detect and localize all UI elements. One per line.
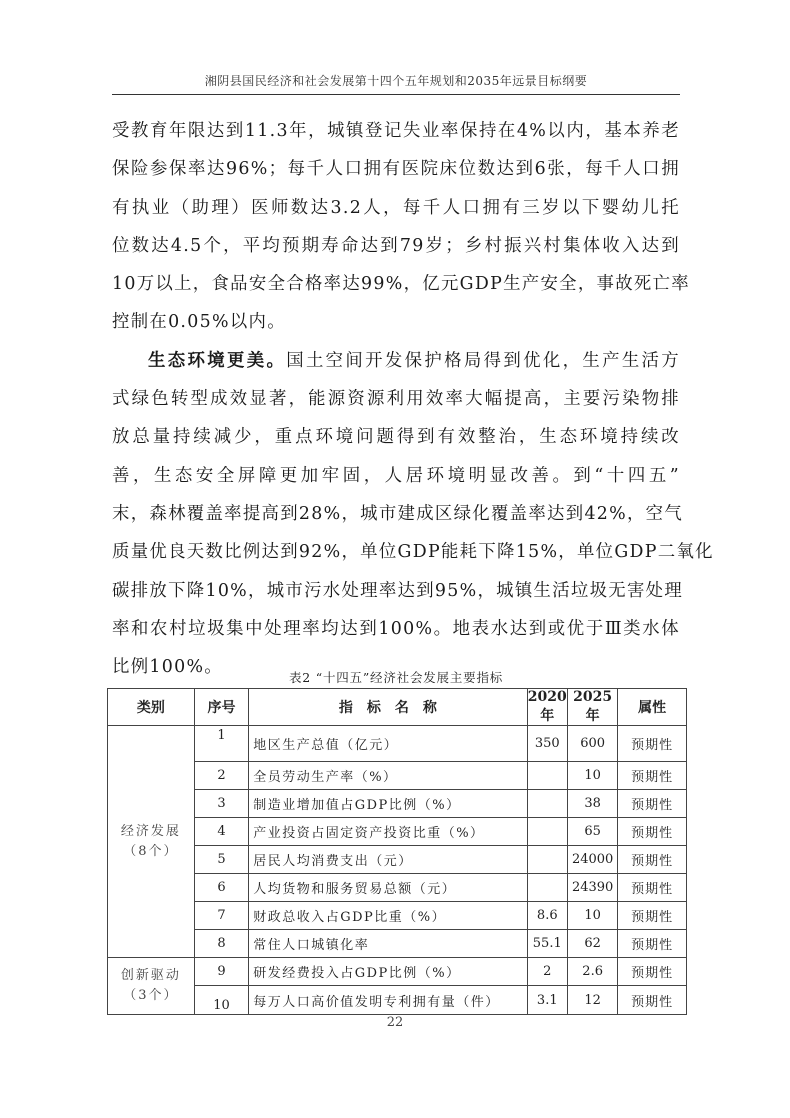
table-row xyxy=(108,874,687,902)
indicator-name: 常住人口城镇化率 xyxy=(249,930,527,958)
seq-cell: 6 xyxy=(194,874,248,902)
column-header-seq: 序号 xyxy=(194,689,248,726)
seq-cell: 7 xyxy=(194,902,248,930)
column-header-attribute: 属性 xyxy=(618,689,687,726)
indicator-name: 财政总收入占GDP比重（%） xyxy=(249,902,527,930)
category-cell-economic xyxy=(108,726,195,958)
text-span: 国土空间开发保护格局得到优化，生产生活方 xyxy=(286,350,680,371)
value-2020: 8.6 xyxy=(527,902,567,930)
attribute-cell: 预期性 xyxy=(618,902,687,930)
attribute-cell: 预期性 xyxy=(618,846,687,874)
text-line: 善，生态安全屏障更加牢固，人居环境明显改善。到“十四五” xyxy=(112,465,680,486)
seq-cell: 5 xyxy=(194,846,248,874)
text-line: 式绿色转型成效显著，能源资源利用效率大幅提高，主要污染物排 xyxy=(112,389,680,410)
table-row xyxy=(108,902,687,930)
column-header-category: 类别 xyxy=(108,689,195,726)
text-line: 末，森林覆盖率提高到28%，城市建成区绿化覆盖率达到42%，空气 xyxy=(112,503,684,524)
attribute-cell: 预期性 xyxy=(618,818,687,846)
table-row xyxy=(108,818,687,846)
value-2025: 65 xyxy=(567,818,617,846)
text-line: 比例100%。 xyxy=(112,657,223,678)
attribute-cell: 预期性 xyxy=(618,930,687,958)
seq-cell: 9 xyxy=(194,958,248,986)
value-2025: 10 xyxy=(567,902,617,930)
column-header-indicator: 指 标 名 称 xyxy=(249,689,527,726)
indicator-name: 居民人均消费支出（元） xyxy=(249,846,527,874)
table-caption: 表2 “十四五”经济社会发展主要指标 xyxy=(288,670,504,685)
category-cell-innovation xyxy=(108,958,195,1015)
text-line: 受教育年限达到11.3年，城镇登记失业率保持在4%以内，基本养老 xyxy=(112,121,680,141)
table-row xyxy=(108,986,687,1015)
value-2025: 24390 xyxy=(567,874,617,902)
attribute-cell: 预期性 xyxy=(618,726,687,762)
paragraph-social-indicators xyxy=(112,112,690,342)
seq-cell: 8 xyxy=(194,930,248,958)
attribute-cell: 预期性 xyxy=(618,958,687,986)
paragraph-lead-heading: 生态环境更美。 xyxy=(148,350,287,371)
text-line: 质量优良天数比例达到92%，单位GDP能耗下降15%，单位GDP二氧化 xyxy=(112,542,714,563)
text-line xyxy=(112,342,680,380)
value-2020 xyxy=(527,818,567,846)
category-count: （3个） xyxy=(123,988,179,1003)
column-header-2025: 2025年 xyxy=(567,689,617,726)
table-row xyxy=(108,790,687,818)
indicator-name: 人均货物和服务贸易总额（元） xyxy=(249,874,527,902)
page-number: 22 xyxy=(386,1015,404,1030)
text-line: 率和农村垃圾集中处理率均达到100%。地表水达到或优于Ⅲ类水体 xyxy=(112,618,680,639)
table-row xyxy=(108,846,687,874)
table-row xyxy=(108,762,687,790)
value-2025: 600 xyxy=(567,726,617,762)
indicator-name: 地区生产总值（亿元） xyxy=(249,726,527,762)
value-2025: 2.6 xyxy=(567,958,617,986)
text-line: 放总量持续减少，重点环境问题得到有效整治，生态环境持续改 xyxy=(112,427,680,448)
seq-cell: 10 xyxy=(194,986,248,1015)
attribute-cell: 预期性 xyxy=(618,874,687,902)
table-row xyxy=(108,958,687,986)
column-header-2020: 2020年 xyxy=(527,689,567,724)
attribute-cell: 预期性 xyxy=(618,790,687,818)
value-2020: 3.1 xyxy=(527,986,567,1015)
value-2025: 10 xyxy=(567,762,617,790)
value-2020: 55.1 xyxy=(527,930,567,958)
text-line: 10万以上，食品安全合格率达99%，亿元GDP生产安全，事故死亡率 xyxy=(112,274,690,295)
seq-cell: 1 xyxy=(194,726,248,762)
value-2020 xyxy=(527,846,567,874)
text-line: 有执业（助理）医师数达3.2人，每千人口拥有三岁以下婴幼儿托 xyxy=(112,197,680,218)
indicator-name: 制造业增加值占GDP比例（%） xyxy=(249,790,527,818)
indicator-name: 产业投资占固定资产投资比重（%） xyxy=(249,818,527,846)
indicator-name: 每万人口高价值发明专利拥有量（件） xyxy=(249,986,527,1015)
text-line: 碳排放下降10%，城市污水处理率达到95%，城镇生活垃圾无害处理 xyxy=(112,580,684,601)
value-2025: 62 xyxy=(567,930,617,958)
indicators-table xyxy=(107,688,687,1015)
seq-cell: 4 xyxy=(194,818,248,846)
value-2025: 12 xyxy=(567,986,617,1015)
category-label: 创新驱动 xyxy=(120,968,181,983)
table-row xyxy=(108,726,687,762)
value-2020 xyxy=(527,790,567,818)
paragraph-ecology xyxy=(112,342,714,687)
value-2020: 350 xyxy=(527,726,567,762)
attribute-cell: 预期性 xyxy=(618,986,687,1015)
value-2020: 2 xyxy=(527,958,567,986)
table-header-row xyxy=(108,689,687,726)
value-2025: 24000 xyxy=(567,846,617,874)
table-row xyxy=(108,930,687,958)
text-line: 位数达4.5个，平均预期寿命达到79岁；乡村振兴村集体收入达到 xyxy=(112,235,680,256)
value-2025: 38 xyxy=(567,790,617,818)
running-header: 湘阴县国民经济和社会发展第十四个五年规划和2035年远景目标纲要 xyxy=(112,72,680,95)
category-count: （8个） xyxy=(123,843,179,859)
seq-cell: 3 xyxy=(194,790,248,818)
indicator-name: 研发经费投入占GDP比例（%） xyxy=(249,958,527,986)
indicator-name: 全员劳动生产率（%） xyxy=(249,762,527,790)
text-line: 控制在0.05%以内。 xyxy=(112,312,286,333)
value-2020 xyxy=(527,874,567,902)
seq-cell: 2 xyxy=(194,762,248,790)
category-label: 经济发展 xyxy=(120,823,181,839)
value-2020 xyxy=(527,762,567,790)
body-text xyxy=(112,112,714,686)
text-line: 保险参保率达96%；每千人口拥有医院床位数达到6张，每千人口拥 xyxy=(112,159,680,180)
attribute-cell: 预期性 xyxy=(618,762,687,790)
